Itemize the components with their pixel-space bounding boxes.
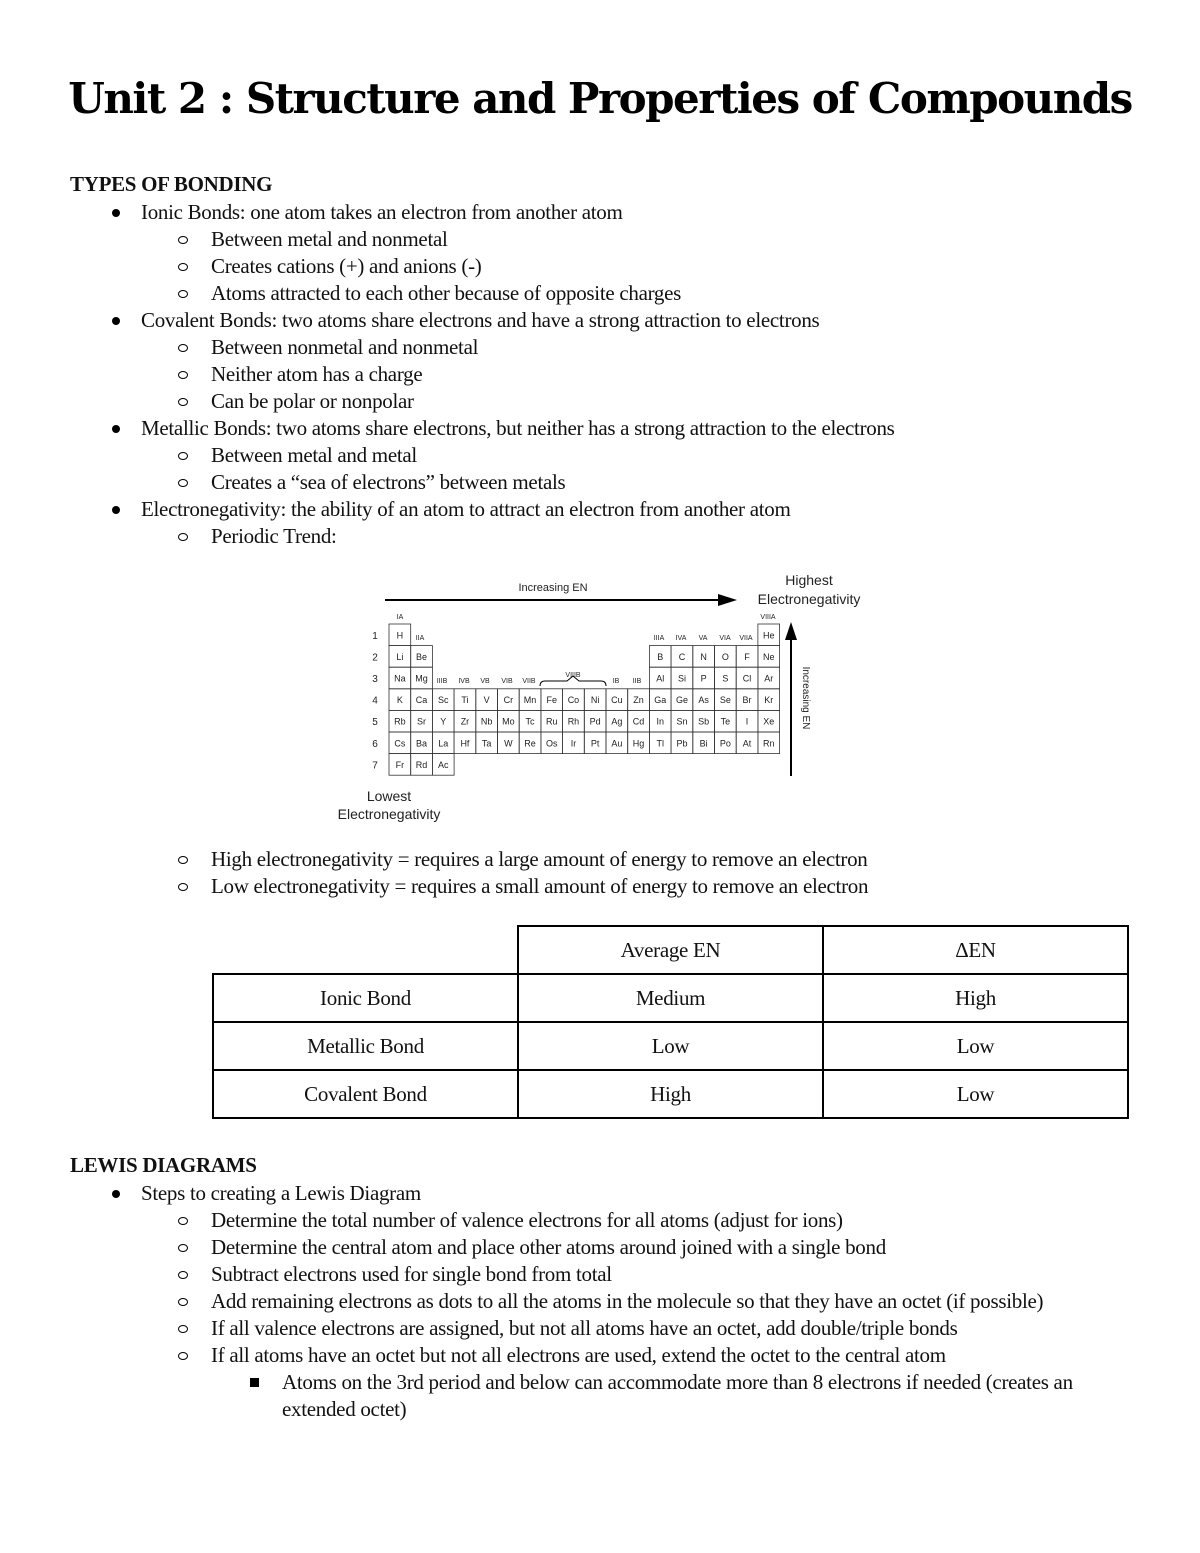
element-symbol: Cs [394,738,406,749]
group-label: VIIA [739,635,753,642]
period-number: 7 [372,760,378,772]
element-symbol: Fr [395,759,405,770]
element-symbol: Ar [764,673,774,684]
group-label: VIA [719,635,731,642]
element-symbol: Ne [762,651,775,662]
element-symbol: C [678,651,686,662]
group-label: VB [480,678,490,685]
element-symbol: Cu [611,695,623,706]
ionic-bonds-item: Ionic Bonds: one atom takes an electron from another atom [141,200,623,224]
table-corner-cell [213,926,518,974]
element-symbol: Ca [415,695,428,706]
element-symbol: In [656,716,665,727]
element-symbol: W [504,738,513,749]
element-symbol: Sc [437,695,449,706]
element-symbol: Bi [699,738,708,749]
element-symbol: Ge [675,695,688,706]
element-symbol: Li [396,651,404,662]
element-symbol: Sr [417,716,427,727]
element-symbol: O [721,651,729,662]
element-symbol: Y [440,716,447,727]
group-label: VIIB [522,678,536,685]
metallic-bonds-item: Metallic Bonds: two atoms share electrons, but neither has a strong attraction to the electrons [141,416,895,440]
element-symbol: Rb [394,716,406,727]
table-row [213,1022,1128,1070]
element-symbol: He [762,630,775,641]
element-symbol: Kr [764,695,774,706]
group-label: IIIA [653,635,665,642]
element-symbol: Se [719,695,731,706]
element-symbol: Ir [570,738,577,749]
element-symbol: Be [416,651,428,662]
high-en-item: High electronegativity = requires a large amount of energy to remove an electron [211,847,868,871]
element-symbol: Ta [481,738,492,749]
element-symbol: V [483,695,490,706]
table-cell: Low [823,1022,1128,1070]
lowest-label-line2: Electronegativity [337,806,441,822]
extended-octet-note: Atoms on the 3rd period and below can accommodate more than 8 electrons if needed (creates an extended octet) [282,1370,1073,1421]
step-item: Subtract electrons used for single bond from total [211,1262,612,1286]
element-symbol: Nb [480,716,493,727]
element-symbol: Sb [698,716,710,727]
element-symbol: Mn [523,695,537,706]
group-label: IIA [415,635,425,642]
table-row [213,1070,1128,1118]
element-symbol: Pt [590,738,600,749]
element-symbol: Br [742,695,752,706]
group-label: VIIIA [760,614,776,621]
element-symbol: Si [677,673,686,684]
table-cell: Medium [518,974,823,1022]
element-symbol: Ti [461,695,469,706]
periodic-table-diagram [325,568,885,830]
element-symbol: Po [719,738,731,749]
bond-en-table [212,925,1129,1119]
element-symbol: Ni [590,695,600,706]
element-symbol: Co [567,695,580,706]
element-symbol: Xe [763,716,775,727]
electronegativity-item: Electronegativity: the ability of an atom to attract an electron from another atom [141,497,791,521]
element-symbol: Ag [611,716,623,727]
periodic-trend-item: Periodic Trend: [211,524,337,548]
element-symbol: Hg [632,738,645,749]
period-number: 3 [372,674,378,685]
increasing-en-label: Increasing EN [518,582,588,594]
table-header: ΔEN [823,926,1128,974]
group-label: IVB [458,678,470,685]
period-number: 1 [372,630,378,642]
element-symbol: Tl [656,738,664,749]
lewis-list [0,1180,1200,1423]
group-label: IVA [675,635,687,642]
page-title: Unit 2 : Structure and Properties of Compounds [68,74,1132,123]
element-symbol: Te [720,716,731,727]
element-symbol: Mo [502,716,515,727]
element-symbol: Ga [654,695,667,706]
ionic-sub-item: Between metal and nonmetal [211,227,448,251]
element-symbol: Al [656,673,665,684]
step-item: Add remaining electrons as dots to all the atoms in the molecule so that they have an octet (if possible) [211,1289,1044,1313]
element-symbol: Na [394,673,406,684]
element-symbol: Zr [460,716,470,727]
bonding-list [0,199,1200,550]
period-number: 4 [372,695,378,707]
element-symbol: Rn [762,738,775,749]
element-symbol: La [438,738,449,749]
covalent-bonds-item: Covalent Bonds: two atoms share electrons and have a strong attraction to electrons [141,308,820,332]
element-symbol: Rh [567,716,580,727]
element-symbol: N [700,651,707,662]
step-item: If all valence electrons are assigned, but not all atoms have an octet, add double/triple bonds [211,1316,958,1340]
metallic-sub-item: Between metal and metal [211,443,417,467]
element-symbol: F [744,651,750,662]
highest-label-line1: Highest [785,572,833,588]
step-item: If all atoms have an octet but not all electrons are used, extend the octet to the central atom [211,1343,946,1367]
group-label: IIIB [436,678,448,685]
element-symbol: Cl [742,673,752,684]
period-number: 6 [372,738,378,750]
element-symbol: P [700,673,707,684]
step-item: Determine the total number of valence electrons for all atoms (adjust for ions) [211,1208,843,1232]
group-label: VIIIB [565,672,581,679]
vertical-en-label: Increasing EN [800,666,811,730]
element-symbol: At [742,738,752,749]
element-symbol: Zn [633,695,644,706]
ionic-sub-item: Atoms attracted to each other because of opposite charges [211,281,681,305]
group-label: IA [396,614,404,621]
steps-intro-item: Steps to creating a Lewis Diagram [141,1181,421,1205]
group-label: IIB [632,678,642,685]
electronegativity-periodic-table-figure [325,568,885,830]
element-symbol: Au [611,738,623,749]
table-cell: Low [823,1070,1128,1118]
element-symbol: Re [524,738,536,749]
element-symbol: B [657,651,664,662]
table-header: Average EN [518,926,823,974]
right-arrow-icon [718,594,737,606]
element-symbol: Os [545,738,558,749]
types-of-bonding-heading: TYPES OF BONDING [70,172,273,196]
period-number: 5 [372,717,378,729]
up-arrow-icon [785,622,797,640]
en-notes-list [0,846,1200,900]
group-label: VA [698,635,708,642]
element-symbol: Cd [632,716,645,727]
element-symbol: Pb [676,738,688,749]
low-en-item: Low electronegativity = requires a small amount of energy to remove an electron [211,874,869,898]
element-symbol: Sn [676,716,688,727]
metallic-sub-item: Creates a “sea of electrons” between metals [211,470,566,494]
group-label: IB [612,678,620,685]
table-row [213,974,1128,1022]
element-symbol: Ru [545,716,558,727]
step-item: Determine the central atom and place other atoms around joined with a single bond [211,1235,886,1259]
element-symbol: Mg [415,673,428,684]
table-cell: High [518,1070,823,1118]
element-symbol: K [396,695,403,706]
lowest-label-line1: Lowest [366,788,412,804]
table-cell: Metallic Bond [213,1022,518,1070]
element-symbol: H [396,630,404,641]
element-symbol: Pd [589,716,601,727]
element-symbol: S [722,673,729,684]
lewis-diagrams-heading: LEWIS DIAGRAMS [70,1153,257,1177]
table-cell: Ionic Bond [213,974,518,1022]
covalent-sub-item: Between nonmetal and nonmetal [211,335,479,359]
ionic-sub-item: Creates cations (+) and anions (-) [211,254,482,278]
table-cell: High [823,974,1128,1022]
element-symbol: Hf [460,738,470,749]
covalent-sub-item: Can be polar or nonpolar [211,389,414,413]
element-symbol: Ba [416,738,428,749]
table-header-row [213,926,1128,974]
table-cell: Covalent Bond [213,1070,518,1118]
highest-label-line2: Electronegativity [757,591,861,607]
element-symbol: Ac [437,759,449,770]
table-cell: Low [518,1022,823,1070]
element-symbol: I [745,716,749,727]
element-symbol: Fe [546,695,558,706]
element-symbol: As [698,695,709,706]
periodic-table-cells [372,624,779,775]
period-number: 2 [372,652,378,664]
element-symbol: Rd [415,759,428,770]
element-symbol: Tc [525,716,535,727]
group-label: VIB [501,678,513,685]
element-symbol: Cr [503,695,514,706]
covalent-sub-item: Neither atom has a charge [211,362,423,386]
